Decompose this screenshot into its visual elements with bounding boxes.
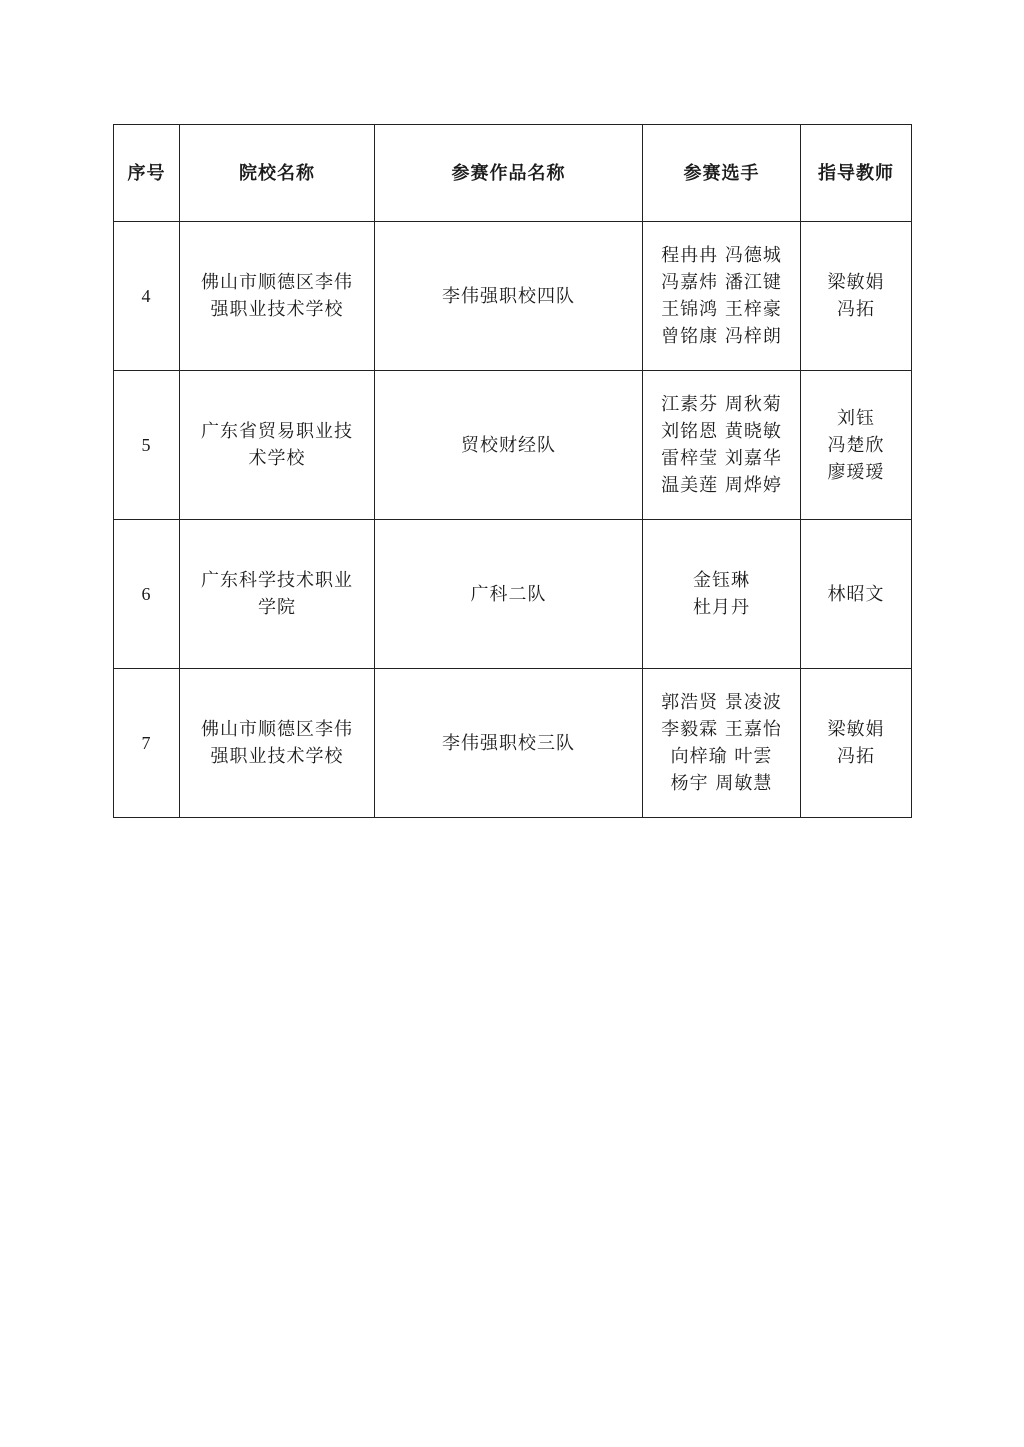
row-teachers: [801, 371, 912, 520]
teacher-name: 冯楚欣: [827, 434, 885, 456]
row-index: 7: [114, 669, 180, 818]
row-school: [180, 669, 375, 818]
header-index: 序号: [114, 125, 180, 222]
teacher-name: 林昭文: [827, 583, 885, 605]
row-players: [643, 669, 801, 818]
row-work: 李伟强职校三队: [375, 669, 643, 818]
contestants-table: [113, 124, 912, 818]
player-pair: 刘铭恩 黄晓敏: [661, 421, 782, 442]
row-index: 6: [114, 520, 180, 669]
player-pair: 杨宇 周敏慧: [670, 773, 773, 794]
table-row: [114, 520, 912, 669]
player-pair: 向梓瑜 叶雲: [670, 746, 773, 767]
player-name: 杜月丹: [693, 597, 750, 618]
player-pair: 冯嘉炜 潘江键: [661, 272, 782, 293]
row-work: 贸校财经队: [375, 371, 643, 520]
row-index: 4: [114, 222, 180, 371]
header-work: 参赛作品名称: [375, 125, 643, 222]
player-pair: 郭浩贤 景凌波: [661, 692, 782, 713]
teacher-name: 廖瑷瑷: [827, 461, 885, 483]
player-pair: 雷梓莹 刘嘉华: [661, 448, 782, 469]
teacher-name: 冯拓: [837, 746, 875, 767]
header-teachers: 指导教师: [801, 125, 912, 222]
row-players: [643, 222, 801, 371]
row-players: [643, 520, 801, 669]
table-row: [114, 222, 912, 371]
row-school: [180, 520, 375, 669]
teacher-name: 梁敏娟: [827, 719, 885, 740]
teacher-name: 冯拓: [837, 299, 875, 320]
school-name: 佛山市顺德区李伟强职业技术学校: [201, 719, 353, 767]
header-players: 参赛选手: [643, 125, 801, 222]
row-players: [643, 371, 801, 520]
player-name: 金钰琳: [693, 570, 750, 591]
school-name: 广东科学技术职业学院: [201, 570, 353, 618]
table-row: [114, 669, 912, 818]
school-name: 佛山市顺德区李伟强职业技术学校: [201, 272, 353, 320]
row-index: 5: [114, 371, 180, 520]
player-pair: 李毅霖 王嘉怡: [661, 719, 782, 740]
row-teachers: [801, 222, 912, 371]
row-teachers: [801, 669, 912, 818]
row-work: 李伟强职校四队: [375, 222, 643, 371]
player-pair: 程冉冉 冯德城: [661, 245, 782, 266]
table-row: [114, 371, 912, 520]
player-pair: 江素芬 周秋菊: [661, 394, 782, 415]
row-school: [180, 222, 375, 371]
teacher-name: 梁敏娟: [827, 272, 885, 293]
teacher-name: 刘钰: [837, 407, 875, 429]
row-teachers: [801, 520, 912, 669]
player-pair: 王锦鸿 王梓豪: [661, 299, 782, 320]
header-school: 院校名称: [180, 125, 375, 222]
table-header-row: [114, 125, 912, 222]
player-pair: 曾铭康 冯梓朗: [661, 326, 782, 347]
row-work: 广科二队: [375, 520, 643, 669]
player-pair: 温美莲 周烨婷: [661, 475, 782, 496]
row-school: [180, 371, 375, 520]
school-name: 广东省贸易职业技术学校: [201, 421, 353, 469]
